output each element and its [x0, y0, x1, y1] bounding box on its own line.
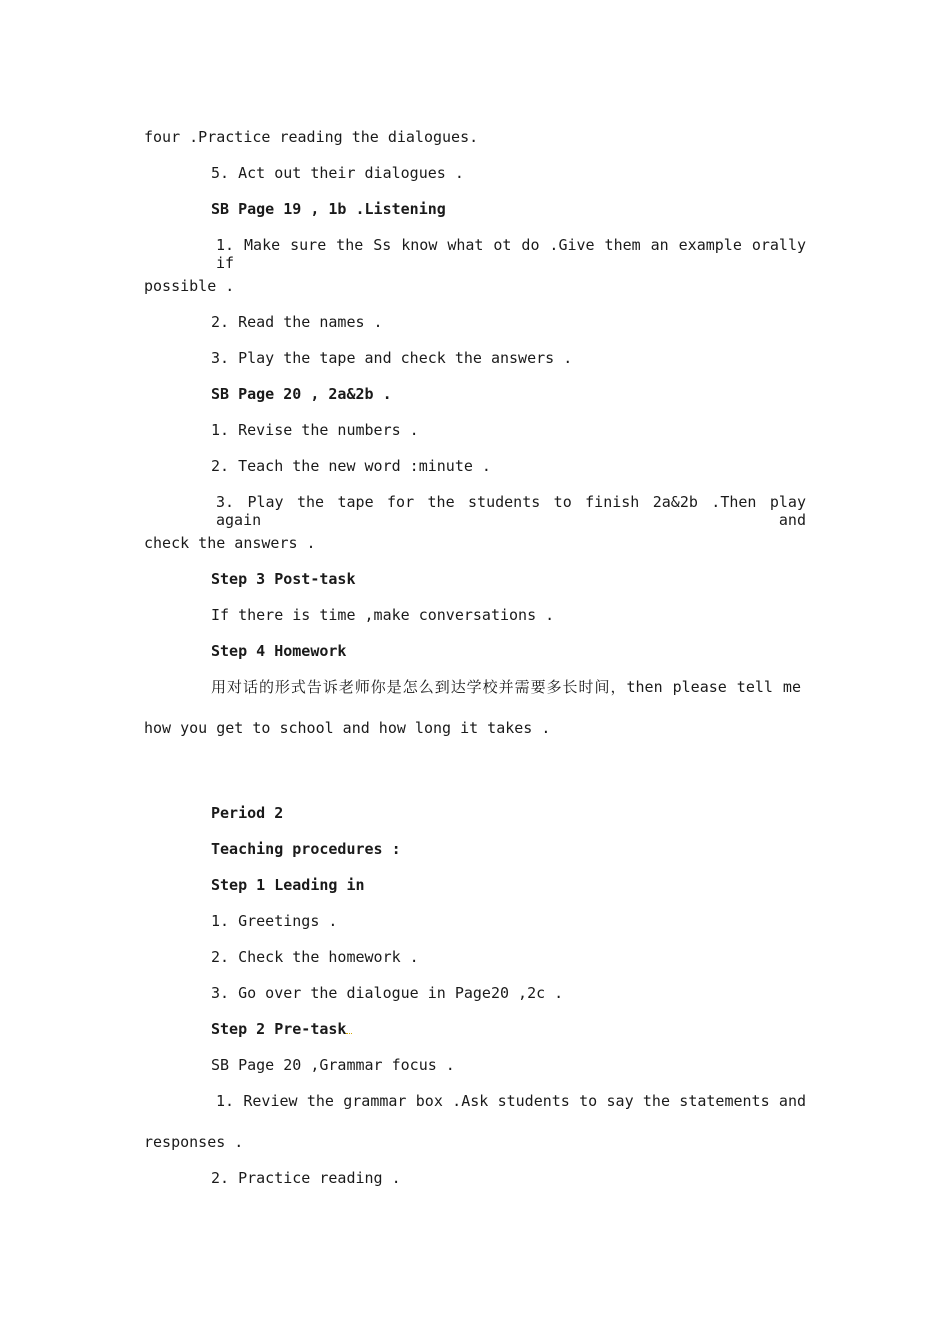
list-item: 5. Act out their dialogues . — [211, 164, 464, 182]
list-item: 2. Teach the new word :minute . — [211, 457, 491, 475]
period-heading: Period 2 — [211, 804, 284, 822]
text-line: four .Practice reading the dialogues. — [144, 128, 479, 146]
text-line: SB Page 20 ,Grammar focus . — [211, 1056, 455, 1074]
text-line: possible . — [144, 277, 235, 295]
list-item: 1. Greetings . — [211, 912, 338, 930]
section-heading: SB Page 19 , 1b .Listening — [211, 200, 446, 218]
step-heading: Step 1 Leading in — [211, 876, 365, 894]
step-heading: Step 4 Homework — [211, 642, 347, 660]
step-heading — [211, 1020, 352, 1038]
list-item: 2. Check the homework . — [211, 948, 419, 966]
text-line: responses . — [144, 1133, 244, 1151]
list-item: 3. Play the tape and check the answers . — [211, 349, 573, 367]
text-line: check the answers . — [144, 534, 316, 552]
list-item: 1. Make sure the Ss know what ot do .Give them an example orally if — [216, 236, 806, 272]
list-item: 3. Go over the dialogue in Page20 ,2c . — [211, 984, 564, 1002]
step-heading-text: Step 2 Pre-task — [211, 1020, 347, 1038]
spellcheck-mark — [346, 1029, 352, 1034]
list-item: 1. Revise the numbers . — [211, 421, 419, 439]
list-item: 3. Play the tape for the students to finish 2a&2b .Then play again and — [216, 493, 806, 529]
list-item: 2. Read the names . — [211, 313, 383, 331]
list-item: 1. Review the grammar box .Ask students to say the statements and — [216, 1092, 806, 1110]
text-line: If there is time ,make conversations . — [211, 606, 555, 624]
text-line: 用对话的形式告诉老师你是怎么到达学校并需要多长时间，then please tell me — [211, 678, 801, 696]
list-item: 2. Practice reading . — [211, 1169, 401, 1187]
step-heading: Step 3 Post-task — [211, 570, 356, 588]
text-line: how you get to school and how long it takes . — [144, 719, 551, 737]
procedures-heading: Teaching procedures : — [211, 840, 401, 858]
section-heading: SB Page 20 , 2a&2b . — [211, 385, 392, 403]
